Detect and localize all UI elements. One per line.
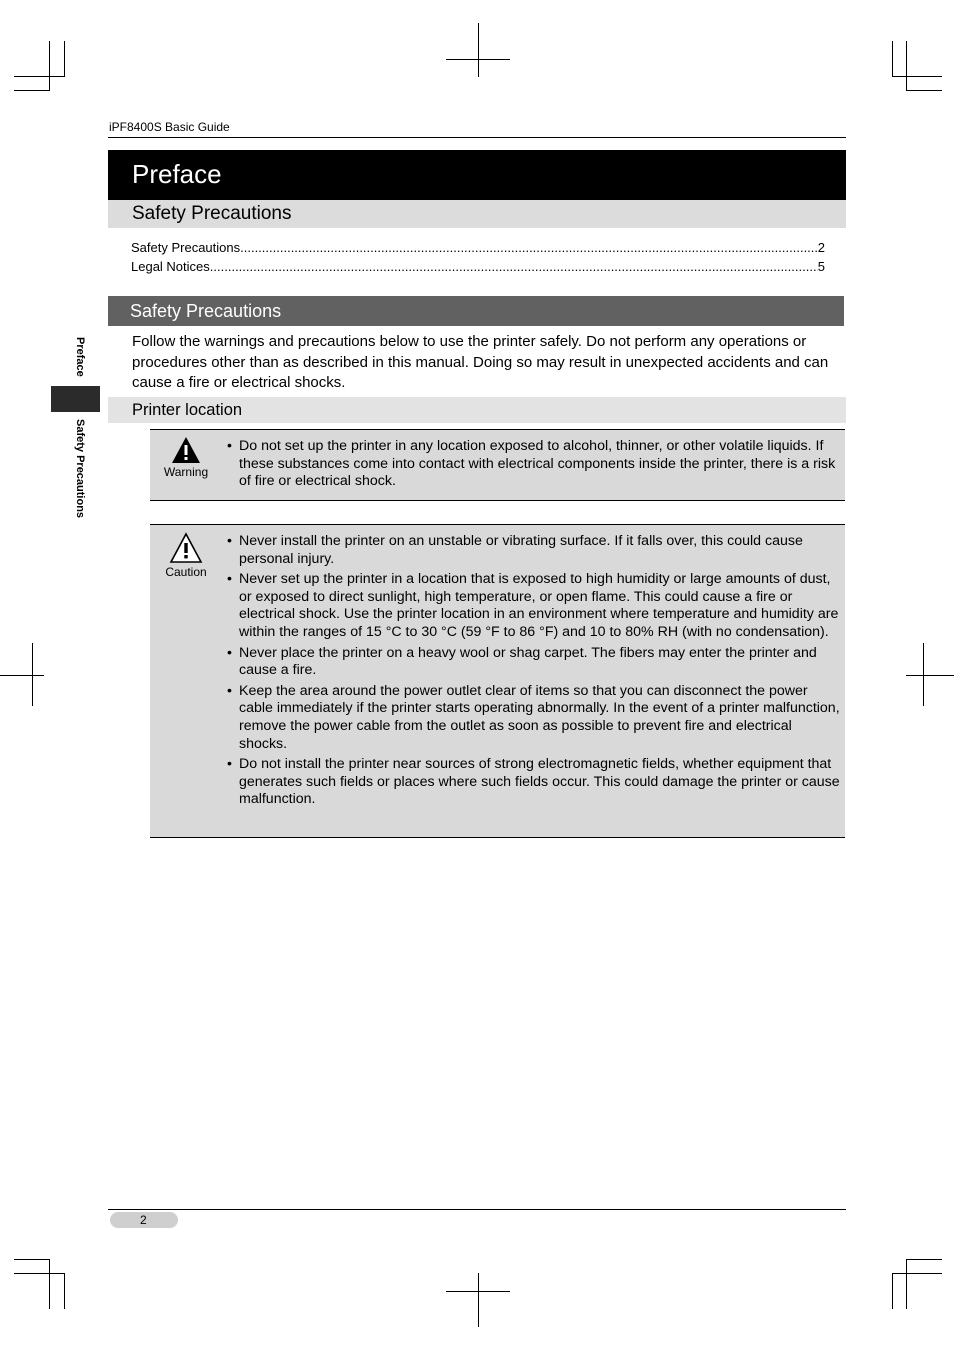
section-title: Safety Precautions	[130, 301, 282, 321]
side-nav-section[interactable]: Safety Precautions	[74, 419, 86, 519]
topic-title: Printer location	[132, 401, 243, 419]
side-nav-tab-marker	[51, 386, 100, 412]
footer-divider	[108, 1209, 846, 1210]
warning-list	[225, 438, 843, 494]
page-number: 2	[140, 1213, 147, 1227]
caution-icon-column	[150, 532, 222, 579]
toc-entry-safety-precautions[interactable]	[131, 240, 825, 255]
toc-page: 2	[817, 240, 825, 255]
caution-list	[225, 533, 843, 812]
header-divider	[108, 137, 846, 138]
toc-leader	[240, 240, 818, 255]
toc-entry-legal-notices[interactable]	[131, 259, 825, 274]
toc-page: 5	[817, 259, 825, 274]
list-item: • Do not install the printer near sources of strong electromagnetic fields, whether equipment that generates such fields or places where such fields occur. This could damage the printer or cause malfunction.	[225, 756, 843, 809]
chapter-title: Preface	[132, 159, 222, 189]
list-item: • Never set up the printer in a location that is exposed to high humidity or large amounts of dust, or exposed to direct sunlight, high temperature, or open flame. This could cause a fire or electrical shock. Use the printer location in an environment where temperature and humidity are within the ranges of 15 °C to 30 °C (59 °F to 86 °F) and 10 to 80% RH (with no condensation).	[225, 571, 843, 641]
warning-triangle-icon	[171, 436, 201, 464]
chapter-title-bar	[108, 150, 846, 200]
warning-notice	[150, 429, 845, 501]
caution-triangle-icon	[169, 532, 203, 564]
section-title-bar	[108, 296, 844, 326]
warning-icon-column	[150, 436, 222, 479]
toc-leader	[210, 259, 818, 274]
list-item: • Never install the printer on an unstable or vibrating surface. If it falls over, this could cause personal injury.	[225, 533, 843, 568]
caution-notice	[150, 524, 845, 838]
list-item: • Never place the printer on a heavy wool or shag carpet. The fibers may enter the printer and cause a fire.	[225, 645, 843, 680]
caution-label: Caution	[165, 565, 207, 579]
document-title: iPF8400S Basic Guide	[109, 120, 230, 134]
toc-label: Legal Notices	[131, 259, 210, 274]
side-nav-chapter[interactable]: Preface	[74, 337, 86, 377]
section-intro: Follow the warnings and precautions below to use the printer safely. Do not perform any operations or procedures other than as described in this manual. Doing so may result in unexpected accidents and can cause a fire or electrical shocks.	[132, 333, 829, 391]
topic-title-bar	[108, 397, 846, 423]
list-item: • Keep the area around the power outlet clear of items so that you can disconnect the power cable immediately if the printer starts operating abnormally. In the event of a printer malfunction, remove the power cable from the outlet as soon as possible to prevent fire and electrical shocks.	[225, 683, 843, 753]
list-item: • Do not set up the printer in any location exposed to alcohol, thinner, or other volatile liquids. If these substances come into contact with electrical components inside the printer, there is a risk of fire or electrical shock.	[225, 438, 843, 491]
toc-label: Safety Precautions	[131, 240, 241, 255]
page-number-badge	[110, 1212, 178, 1228]
warning-label: Warning	[163, 465, 209, 479]
chapter-subtitle: Safety Precautions	[132, 203, 292, 224]
chapter-subtitle-bar	[108, 200, 846, 228]
